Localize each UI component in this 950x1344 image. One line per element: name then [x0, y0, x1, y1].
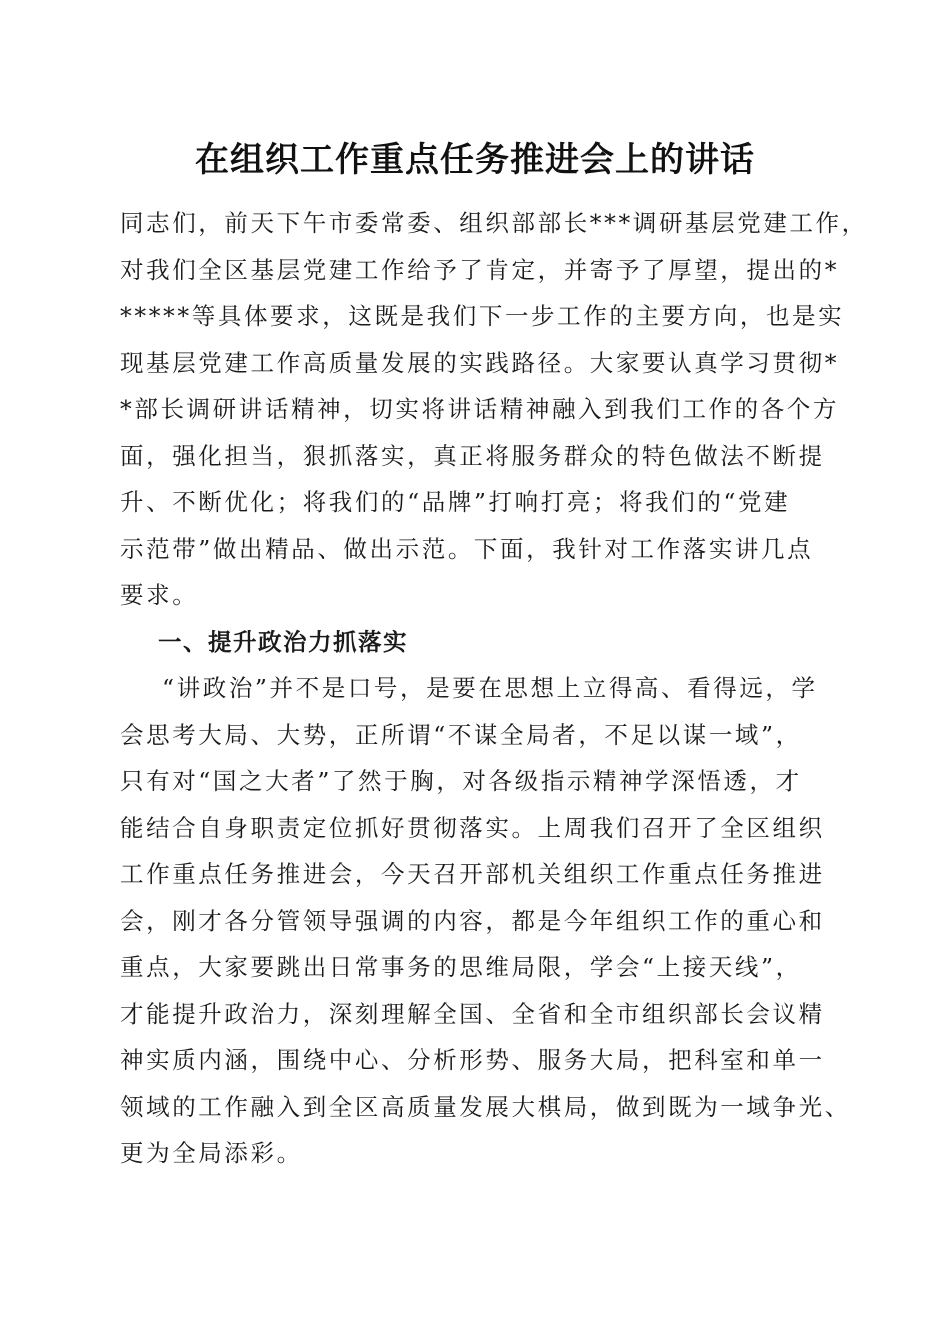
body-line: 才能提升政治力，深刻理解全国、全省和全市组织部长会议精 [120, 999, 825, 1028]
body-line: 现基层党建工作高质量发展的实践路径。大家要认真学习贯彻* [120, 348, 840, 377]
body-line: 神实质内涵，围绕中心、分析形势、服务大局，把科室和单一 [120, 1046, 825, 1074]
body-line: “讲政治”并不是口号，是要在思想上立得高、看得远，学 [162, 674, 818, 702]
document-title: 在组织工作重点任务推进会上的讲话 [195, 140, 755, 180]
body-line: 只有对“国之大者”了然于胸，对各级指示精神学深悟透，才 [120, 767, 802, 795]
body-line: 领域的工作融入到全区高质量发展大棋局，做到既为一域争光、 [120, 1092, 851, 1121]
document-body [120, 200, 868, 1177]
body-line: *部长调研讲话精神，切实将讲话精神融入到我们工作的各个方 [120, 395, 840, 423]
body-line: 升、不断优化；将我们的“品牌”打响打亮；将我们的“党建 [120, 488, 791, 516]
body-line: 重点，大家要跳出日常事务的思维局限，学会“上接天线”， [120, 953, 802, 981]
section-heading: 一、提升政治力抓落实 [158, 627, 408, 656]
body-line: 要求。 [120, 581, 199, 609]
body-line: 会思考大局、大势，正所谓“不谋全局者，不足以谋一域”， [120, 720, 802, 749]
body-line: 更为全局添彩。 [120, 1139, 303, 1167]
body-line: 面，强化担当，狠抓落实，真正将服务群众的特色做法不断提 [120, 441, 825, 470]
body-line: *****等具体要求，这既是我们下一步工作的主要方向，也是实 [120, 302, 845, 330]
body-line: 能结合自身职责定位抓好贯彻落实。上周我们召开了全区组织 [120, 813, 825, 842]
body-line: 示范带”做出精品、做出示范。下面，我针对工作落实讲几点 [120, 534, 814, 563]
body-line: 对我们全区基层党建工作给予了肯定，并寄予了厚望，提出的* [120, 255, 840, 284]
body-line: 会，刚才各分管领导强调的内容，都是今年组织工作的重心和 [120, 906, 825, 935]
body-line: 工作重点任务推进会，今天召开部机关组织工作重点任务推进 [120, 860, 825, 888]
body-line: 同志们，前天下午市委常委、组织部部长***调研基层党建工作， [120, 209, 868, 237]
